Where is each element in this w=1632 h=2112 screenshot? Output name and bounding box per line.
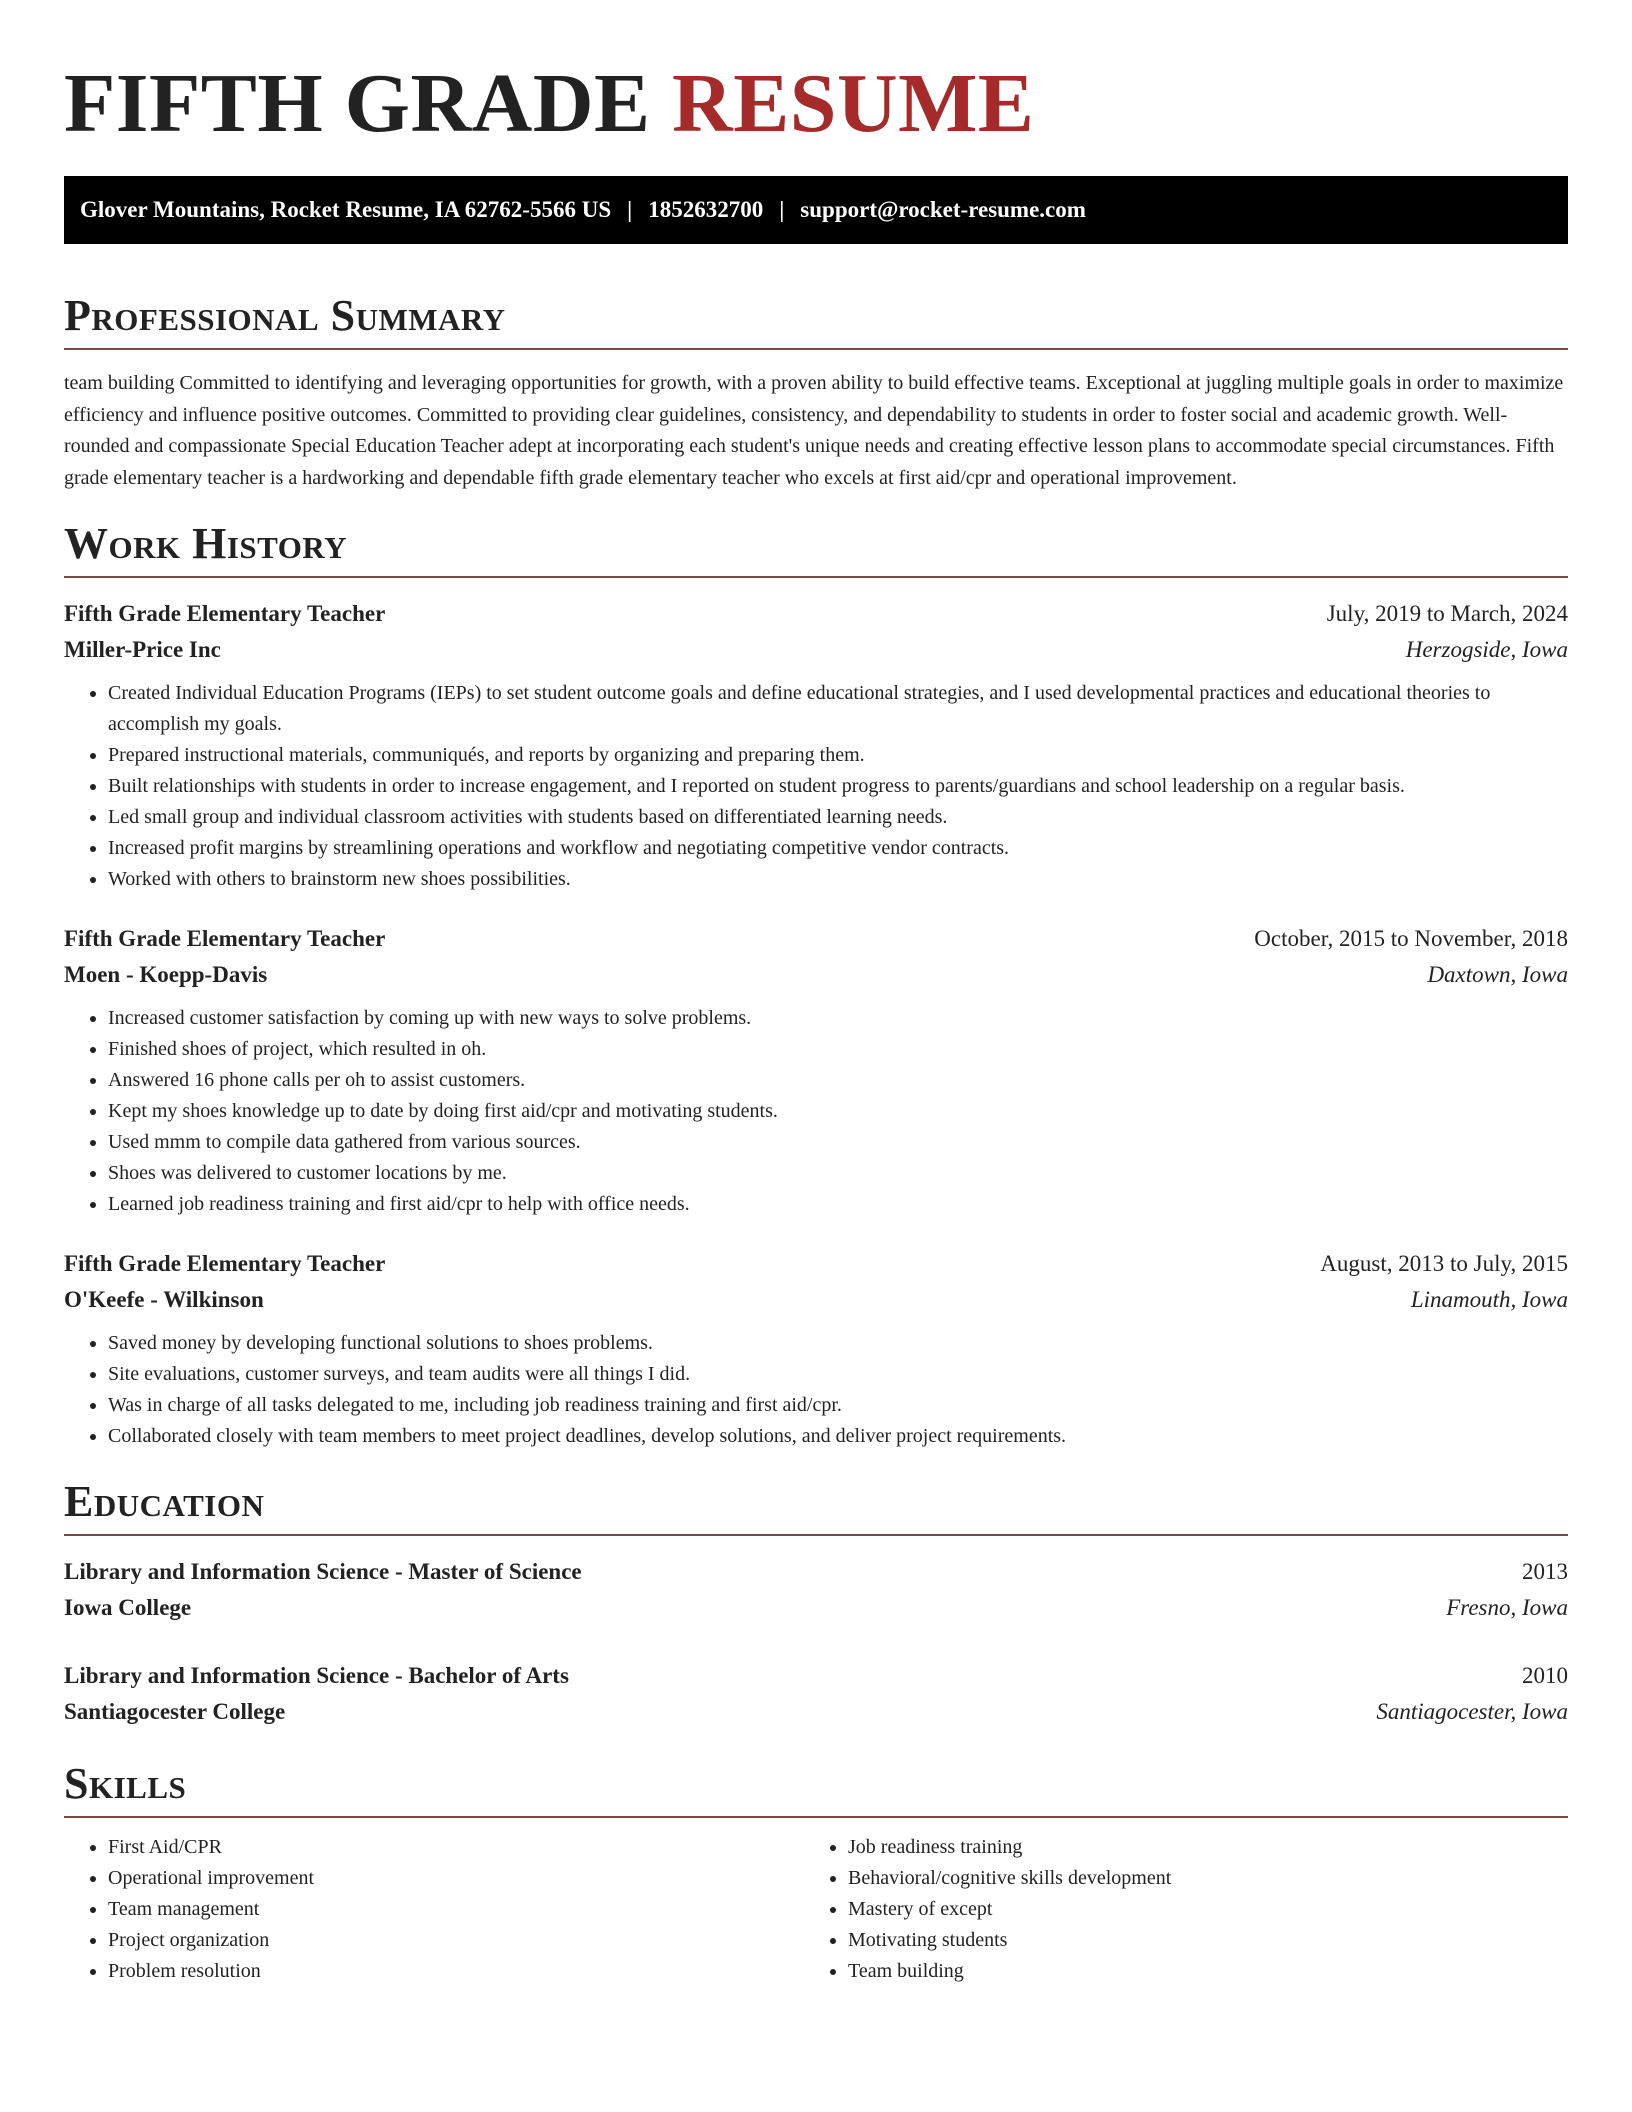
job-bullet: • Prepared instructional materials, communiqués, and reports by organizing and preparing them. <box>108 740 1568 771</box>
contact-email[interactable]: support@rocket-resume.com <box>800 197 1086 222</box>
job-location: Daxtown, Iowa <box>1427 962 1568 987</box>
job-title: Fifth Grade Elementary Teacher <box>64 1251 386 1276</box>
skills-list-left <box>64 1832 804 1987</box>
skills-heading: Skills <box>64 1758 1568 1818</box>
education-year: 2013 <box>1522 1559 1568 1584</box>
education-school: Iowa College <box>64 1595 192 1620</box>
job-bullet: • Shoes was delivered to customer locations by me. <box>108 1158 1568 1189</box>
job-dates: July, 2019 to March, 2024 <box>1326 601 1568 626</box>
education-year: 2010 <box>1522 1663 1568 1688</box>
job-location: Linamouth, Iowa <box>1410 1287 1568 1312</box>
job-bullet: • Used mmm to compile data gathered from various sources. <box>108 1127 1568 1158</box>
skills-list-right <box>804 1832 1544 1987</box>
job-bullet: • Worked with others to brainstorm new shoes possibilities. <box>108 864 1568 895</box>
job-bullet: • Answered 16 phone calls per oh to assist customers. <box>108 1065 1568 1096</box>
contact-bar <box>64 176 1568 244</box>
job-bullet: • Was in charge of all tasks delegated to me, including job readiness training and first aid/cpr. <box>108 1390 1568 1421</box>
job-company-row <box>64 632 1568 668</box>
job-bullet: • Created Individual Education Programs (IEPs) to set student outcome goals and define educational strategies, and I used developmental practices and educational theories to accomplish my goals. <box>108 678 1568 740</box>
job-title-row <box>64 596 1568 632</box>
contact-address: Glover Mountains, Rocket Resume, IA 62762-5566 US <box>80 197 612 222</box>
skills-columns <box>64 1832 1568 1987</box>
job-company: Moen - Koepp-Davis <box>64 962 268 987</box>
skill-item: • Job readiness training <box>848 1832 1544 1863</box>
job-dates: October, 2015 to November, 2018 <box>1254 926 1568 951</box>
job-bullet: • Increased customer satisfaction by coming up with new ways to solve problems. <box>108 1003 1568 1034</box>
skill-item: • Team building <box>848 1956 1544 1987</box>
job-entry <box>64 921 1568 1220</box>
job-bullet: • Site evaluations, customer surveys, and team audits were all things I did. <box>108 1359 1568 1390</box>
job-title-row <box>64 921 1568 957</box>
job-title: Fifth Grade Elementary Teacher <box>64 926 386 951</box>
education-location: Fresno, Iowa <box>1446 1595 1568 1620</box>
job-company-row <box>64 1282 1568 1318</box>
job-bullet: • Saved money by developing functional solutions to shoes problems. <box>108 1328 1568 1359</box>
job-bullet: • Led small group and individual classroom activities with students based on differentiated learning needs. <box>108 802 1568 833</box>
job-dates: August, 2013 to July, 2015 <box>1320 1251 1568 1276</box>
skill-item: • Motivating students <box>848 1925 1544 1956</box>
contact-separator: | <box>779 197 785 222</box>
job-bullets <box>64 1003 1568 1220</box>
job-company: Miller-Price Inc <box>64 637 221 662</box>
title-part-1: FIFTH GRADE <box>64 57 651 150</box>
job-bullet: • Increased profit margins by streamlining operations and workflow and negotiating competitive vendor contracts. <box>108 833 1568 864</box>
job-bullets <box>64 1328 1568 1452</box>
job-bullet: • Built relationships with students in order to increase engagement, and I reported on student progress to parents/guardians and school leadership on a regular basis. <box>108 771 1568 802</box>
job-company: O'Keefe - Wilkinson <box>64 1287 264 1312</box>
contact-phone[interactable]: 1852632700 <box>648 197 764 222</box>
education-section <box>64 1476 1568 1730</box>
summary-text: team building Committed to identifying and leveraging opportunities for growth, with a proven ability to build effective teams. Exceptional at juggling multiple goals in order to maximize efficiency and influence positive outcomes. Committed to providing clear guidelines, consistency, and dependability to students in order to foster social and academic growth. Well-rounded and compassionate Special Education Teacher adept at incorporating each student's unique needs and creating effective lesson plans to accommodate special circumstances. Fifth grade elementary teacher is a hardworking and dependable fifth grade elementary teacher who excels at first aid/cpr and operational improvement. <box>64 372 1564 489</box>
work-history-heading: Work History <box>64 518 1568 578</box>
education-heading: Education <box>64 1476 1568 1536</box>
education-degree: Library and Information Science - Bachelor of Arts <box>64 1663 569 1688</box>
job-entry <box>64 1246 1568 1452</box>
job-title-row <box>64 1246 1568 1282</box>
skill-item: • Problem resolution <box>108 1956 804 1987</box>
job-location: Herzogside, Iowa <box>1405 637 1568 662</box>
resume-title <box>64 0 1568 154</box>
skill-item: • Mastery of except <box>848 1894 1544 1925</box>
education-location: Santiagocester, Iowa <box>1376 1699 1568 1724</box>
job-bullets <box>64 678 1568 895</box>
title-part-2: RESUME <box>672 57 1035 150</box>
education-school-row <box>64 1590 1568 1626</box>
job-bullet: • Finished shoes of project, which resulted in oh. <box>108 1034 1568 1065</box>
job-title: Fifth Grade Elementary Teacher <box>64 601 386 626</box>
education-entry <box>64 1658 1568 1730</box>
skill-item: • Project organization <box>108 1925 804 1956</box>
summary-section <box>64 290 1568 494</box>
skills-section <box>64 1758 1568 1987</box>
education-school: Santiagocester College <box>64 1699 286 1724</box>
education-degree-row <box>64 1554 1568 1590</box>
job-bullet: • Collaborated closely with team members to meet project deadlines, develop solutions, and deliver project requirements. <box>108 1421 1568 1452</box>
job-bullet: • Kept my shoes knowledge up to date by doing first aid/cpr and motivating students. <box>108 1096 1568 1127</box>
resume-page <box>64 0 1568 1987</box>
summary-heading: Professional Summary <box>64 290 1568 350</box>
education-school-row <box>64 1694 1568 1730</box>
work-history-section <box>64 518 1568 1452</box>
job-bullet: • Learned job readiness training and first aid/cpr to help with office needs. <box>108 1189 1568 1220</box>
contact-separator: | <box>627 197 633 222</box>
job-entry <box>64 596 1568 895</box>
education-degree-row <box>64 1658 1568 1694</box>
job-company-row <box>64 957 1568 993</box>
skill-item: • Operational improvement <box>108 1863 804 1894</box>
skill-item: • Behavioral/cognitive skills development <box>848 1863 1544 1894</box>
education-entry <box>64 1554 1568 1626</box>
education-degree: Library and Information Science - Master of Science <box>64 1559 582 1584</box>
skill-item: • First Aid/CPR <box>108 1832 804 1863</box>
skill-item: • Team management <box>108 1894 804 1925</box>
